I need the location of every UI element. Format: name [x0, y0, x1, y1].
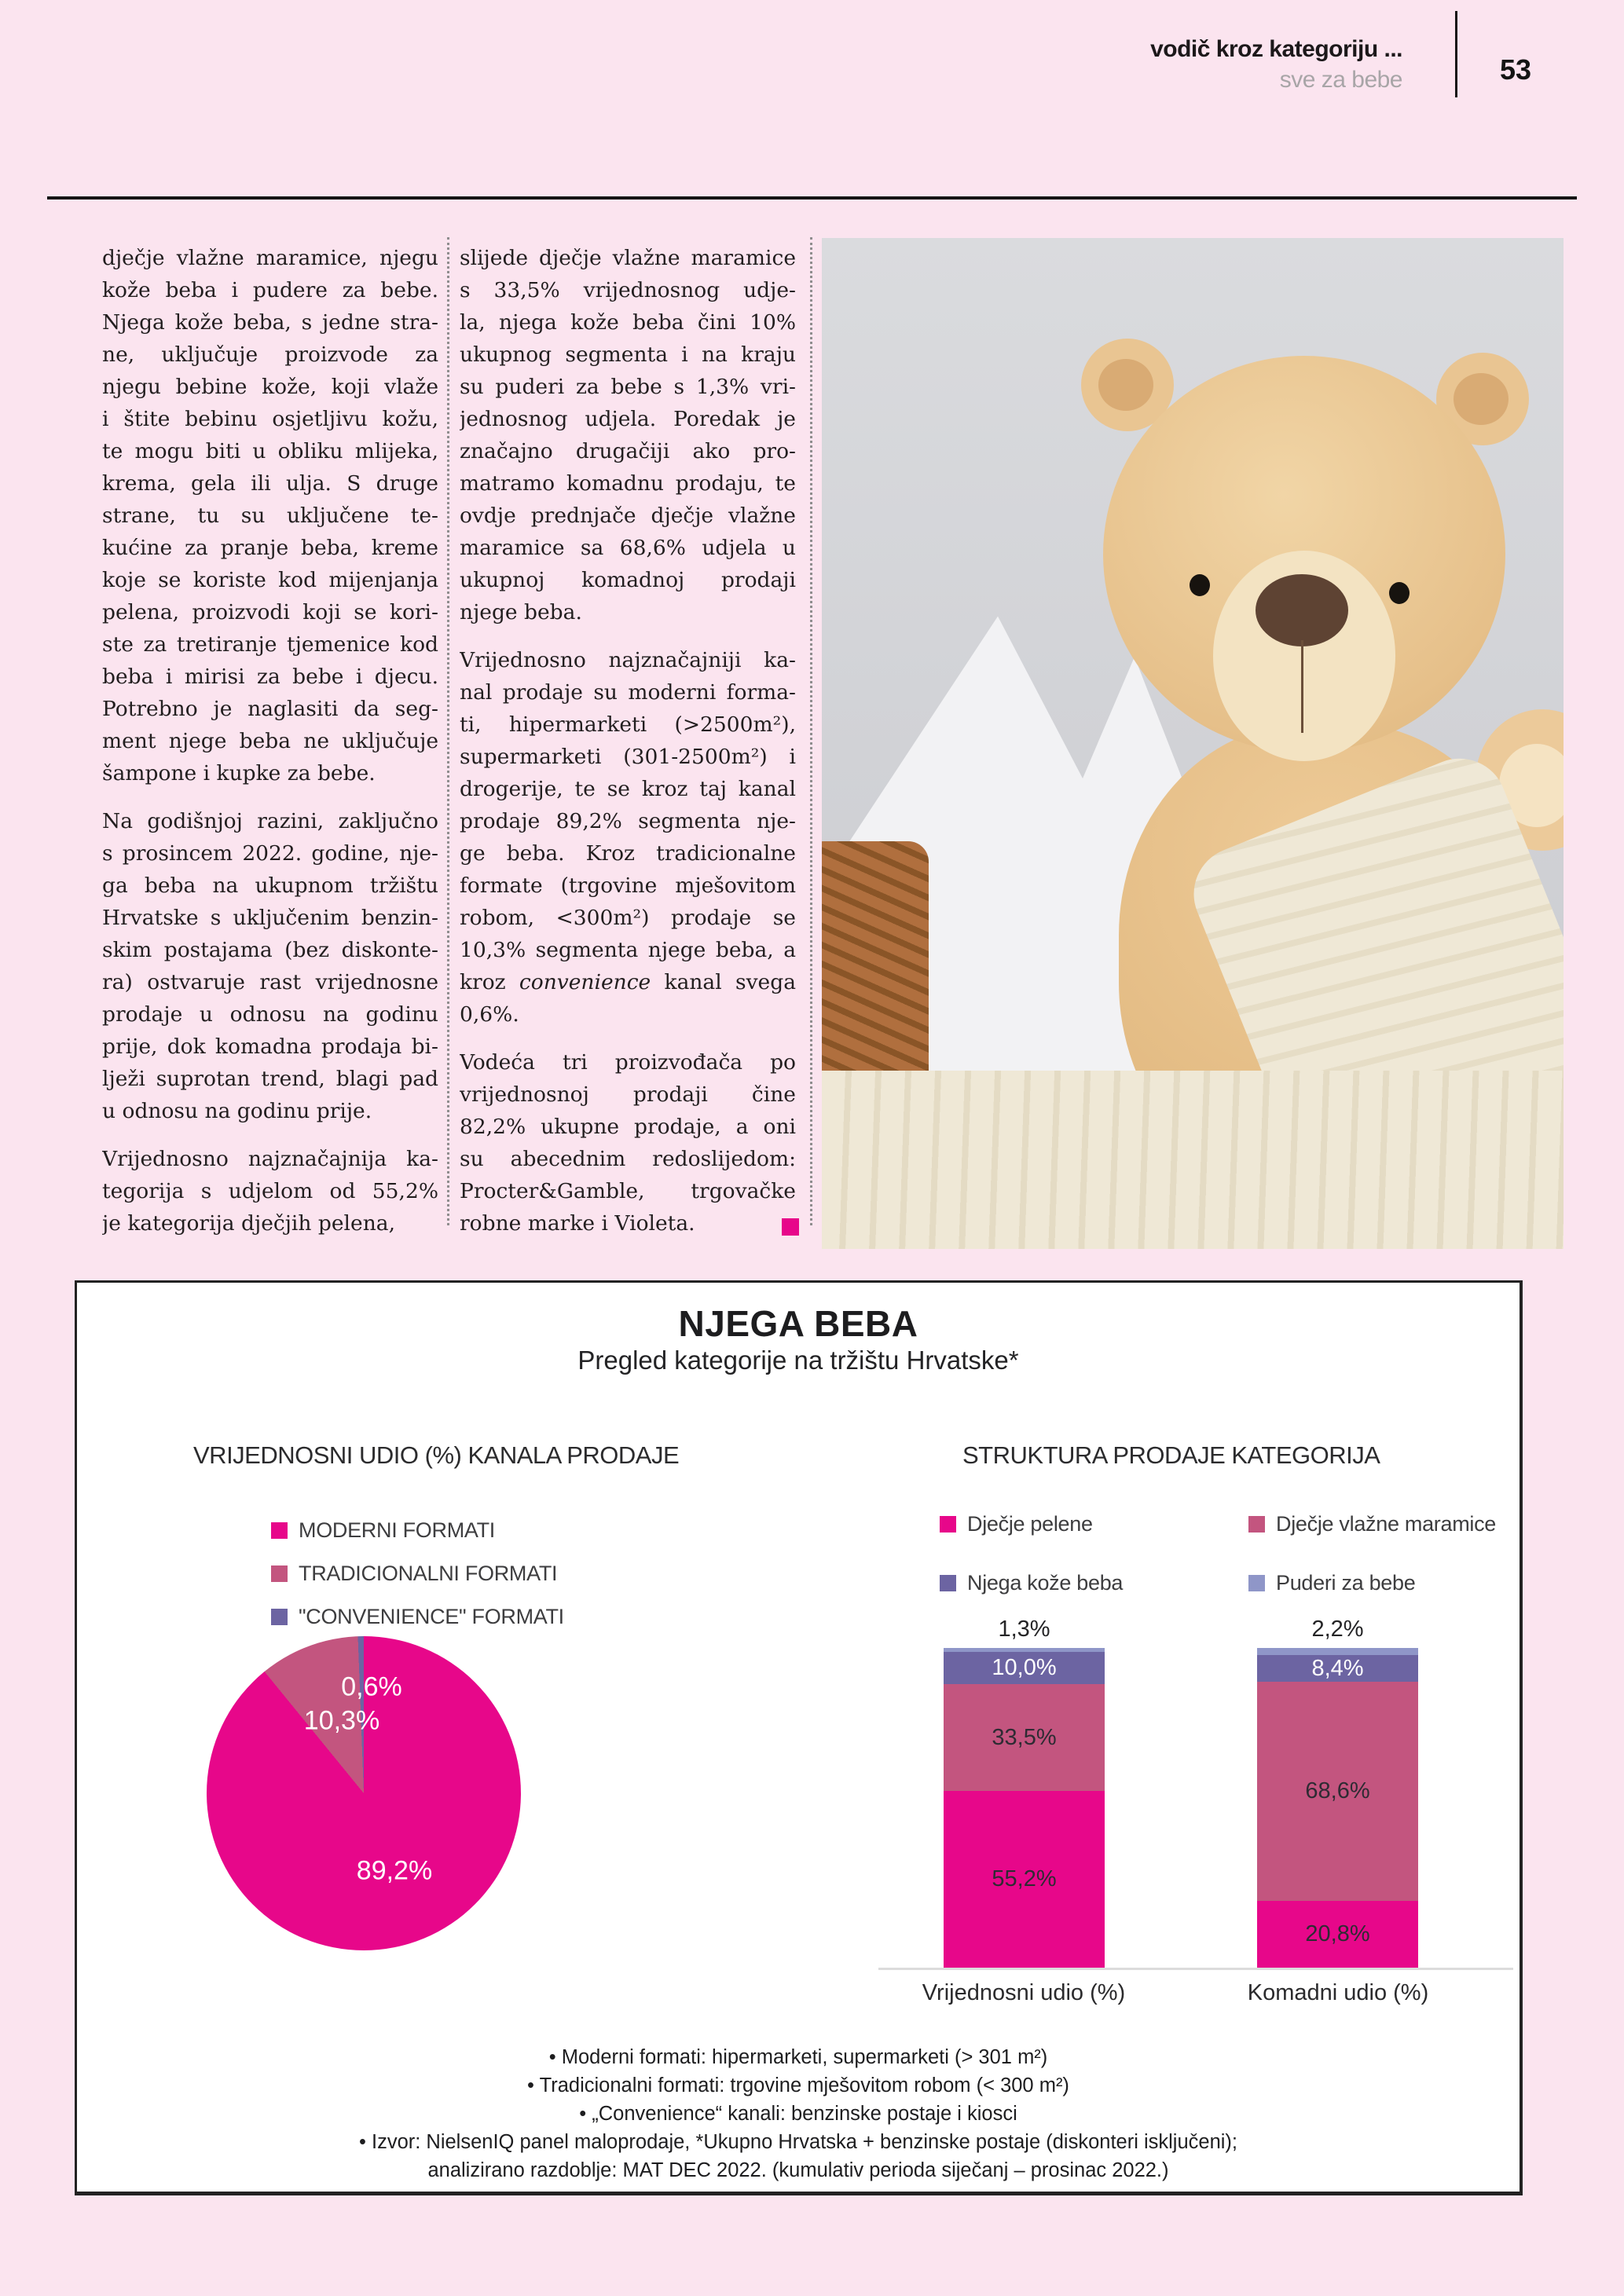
legend-swatch-puderi — [1248, 1575, 1265, 1591]
article-end-marker — [782, 1218, 799, 1236]
pie-legend-item — [271, 1562, 557, 1586]
text-line: dječje vlažne maramice, njegu — [102, 246, 438, 270]
footnote-line: • „Convenience“ kanali: benzinske postaje i kiosci — [579, 2103, 1017, 2125]
bar-value-label: 33,5% — [992, 1724, 1057, 1750]
text-line: 82,2% ukupne prodaje, a oni — [460, 1115, 796, 1139]
text-line: prodaje u odnosu na godinu — [102, 1002, 438, 1027]
bear-mouth-stitch — [1301, 640, 1303, 733]
chart-subtitle: Pregled kategorije na tržištu Hrvatske* — [577, 1346, 1019, 1375]
text-line: slijede dječje vlažne maramice — [460, 246, 796, 270]
text-line: matramo komadnu prodaju, te — [460, 471, 796, 496]
bar-segment — [1257, 1648, 1418, 1655]
header-block — [1150, 36, 1402, 93]
bear-ear-inner — [1098, 359, 1153, 411]
text-line: drogerije, te se kroz taj kanal — [460, 777, 796, 801]
legend-swatch-njega-koze — [940, 1575, 956, 1591]
text-line: kućine za pranje beba, kreme — [102, 536, 438, 560]
text-line: ment njege beba ne uključuje — [102, 729, 438, 753]
paragraph-gap — [460, 628, 796, 644]
knit-blanket — [822, 1071, 1564, 1249]
legend-swatch-convenience — [271, 1609, 288, 1625]
text-line: strane, tu su uključene te- — [102, 504, 438, 528]
bar-value-label: 10,0% — [992, 1655, 1057, 1681]
legend-label: Dječje vlažne maramice — [1276, 1512, 1496, 1536]
chart-title: NJEGA BEBA — [678, 1303, 918, 1344]
text-line: ga beba na ukupnom tržištu — [102, 873, 438, 898]
bar-segment — [1257, 1901, 1418, 1968]
text-line: pelena, proizvodi koji se kori- — [102, 600, 438, 624]
bear-nose — [1256, 574, 1348, 646]
text-line: beba i mirisi za bebe i djecu. — [102, 665, 438, 689]
text-line: su abecednim redoslijedom: — [460, 1147, 796, 1171]
pie-value-label: 10,3% — [303, 1705, 380, 1736]
text-line: ukupnoj komadnoj prodaji — [460, 568, 796, 592]
article-column-1 — [102, 242, 438, 1240]
text-line: Vodeća tri proizvođača po — [460, 1050, 796, 1075]
paragraph-gap — [102, 789, 438, 805]
text-line: Hrvatske s uključenim benzin- — [102, 906, 438, 930]
bar-segment — [944, 1652, 1105, 1684]
text-line: krema, gela ili ulja. S druge — [102, 471, 438, 496]
text-line: robom, <300m²) prodaje se — [460, 906, 796, 930]
stacked-bar-vrijednosni — [944, 1648, 1105, 1968]
text-line: Potrebno je naglasiti da seg- — [102, 697, 438, 721]
footnote-line: • Izvor: NielsenIQ panel maloprodaje, *Ukupno Hrvatska + benzinske postaje (diskonteri isključeni); — [358, 2131, 1237, 2153]
text-line: supermarketi (301-2500m²) i — [460, 745, 796, 769]
bar-segment — [1257, 1682, 1418, 1901]
teddy-bear-photo — [822, 238, 1564, 1249]
section-kicker: vodič kroz kategoriju ... — [1150, 36, 1402, 62]
section-subkicker: sve za bebe — [1279, 66, 1402, 93]
text-line: Vrijednosno najznačajniji ka- — [460, 648, 796, 672]
pie-value-label: 0,6% — [341, 1672, 402, 1702]
text-line: koje se koriste kod mijenjanja — [102, 568, 438, 592]
text-line: ovdje prednjače dječje vlažne — [460, 504, 796, 528]
text-line: je kategorija dječjih pelena, — [102, 1211, 395, 1236]
text-line: Na godišnjoj razini, zaključno — [102, 809, 438, 833]
text-line: njege beba. — [460, 600, 582, 624]
legend-label: Dječje pelene — [967, 1512, 1093, 1536]
text-line: robne marke i Violeta. — [460, 1211, 695, 1236]
legend-label: "CONVENIENCE" FORMATI — [299, 1605, 564, 1628]
stacked-bar-komadni — [1257, 1648, 1418, 1968]
text-line: ti, hipermarketi (>2500m²), — [460, 712, 796, 737]
text-line: tegorija s udjelom od 55,2% — [102, 1179, 438, 1203]
page-number: 53 — [1499, 53, 1532, 86]
text-line: 10,3% segmenta njege beba, a — [460, 938, 796, 962]
legend-swatch-maramice — [1248, 1516, 1265, 1532]
bar-value-label: 20,8% — [1305, 1921, 1370, 1947]
text-line: ra) ostvaruje rast vrijednosne — [102, 970, 438, 994]
column-divider-2 — [810, 237, 812, 1225]
article-column-2 — [460, 242, 796, 1240]
footnote-line: analizirano razdoblje: MAT DEC 2022. (kumulativ perioda siječanj – prosinac 2022.) — [427, 2159, 1169, 2181]
bar-value-label: 55,2% — [992, 1866, 1057, 1892]
text-line: Vrijednosno najznačajnija ka- — [102, 1147, 438, 1171]
bear-eye-right — [1389, 582, 1410, 604]
bar-segment — [944, 1791, 1105, 1968]
bar-value-label: 68,6% — [1305, 1778, 1370, 1804]
text-line: ne, uključuje proizvode za — [102, 342, 438, 367]
text-line: i štite bebinu osjetljivu kožu, — [102, 407, 438, 431]
paragraph-gap — [460, 1031, 796, 1046]
legend-label: Njega kože beba — [967, 1571, 1124, 1595]
chart-panel — [75, 1280, 1523, 2195]
text-line: Procter&Gamble, trgovačke — [460, 1179, 796, 1203]
bar-category-label: Vrijednosni udio (%) — [922, 1980, 1126, 2005]
text-line: vrijednosnoj prodaji čine — [460, 1082, 796, 1107]
text-line: šampone i kupke za bebe. — [102, 761, 376, 785]
text-line: kroz convenience kanal svega — [460, 970, 796, 994]
text-line: značajno drugačiji ako pro- — [460, 439, 796, 463]
text-line: Njega kože beba, s jedne stra- — [102, 310, 438, 335]
text-line: su puderi za bebe s 1,3% vri- — [460, 375, 796, 399]
column-divider-1 — [447, 237, 449, 1225]
text-line: ste za tretiranje tjemenice kod — [102, 632, 438, 657]
text-line: skim postajama (bez diskonte- — [102, 938, 438, 962]
text-line: u odnosu na godinu prije. — [102, 1099, 372, 1123]
pie-value-label: 89,2% — [356, 1855, 433, 1886]
footnote-line: • Moderni formati: hipermarketi, supermarketi (> 301 m²) — [548, 2046, 1048, 2068]
legend-swatch-tradicionalni — [271, 1565, 288, 1582]
text-line: ukupnog segmenta i na kraju — [460, 342, 796, 367]
legend-swatch-pelene — [940, 1516, 956, 1532]
bear-eye-left — [1190, 574, 1210, 596]
pie-legend-item — [271, 1605, 564, 1629]
text-line: formate (trgovine mješovitom — [460, 873, 796, 898]
legend-swatch-moderni — [271, 1522, 288, 1539]
text-line: njegu bebine kože, koji vlaže — [102, 375, 438, 399]
text-line: jednosnog udjela. Poredak je — [460, 407, 796, 431]
text-line: nal prodaje su moderni forma- — [460, 680, 796, 705]
text-line: prije, dok komadna prodaja bi- — [102, 1034, 438, 1059]
bar-segment — [944, 1684, 1105, 1791]
paragraph-gap — [102, 1127, 438, 1143]
text-line: maramice sa 68,6% udjela u — [460, 536, 796, 560]
legend-label: TRADICIONALNI FORMATI — [299, 1562, 558, 1585]
top-rule — [47, 196, 1577, 200]
bar-value-label: 8,4% — [1311, 1655, 1364, 1681]
bear-ear-inner — [1454, 373, 1509, 425]
bar-top-value-label: 1,3% — [998, 1617, 1050, 1642]
header-divider-line — [1455, 11, 1457, 97]
bar-axis-baseline — [878, 1968, 1513, 1970]
bar-section-header: STRUKTURA PRODAJE KATEGORIJA — [962, 1441, 1380, 1469]
bar-legend-item — [940, 1512, 1093, 1536]
bar-legend-item — [1248, 1512, 1496, 1536]
text-line: s 33,5% vrijednosnog udje- — [460, 278, 796, 302]
footnote-line: • Tradicionalni formati: trgovine mješovitom robom (< 300 m²) — [527, 2074, 1069, 2096]
text-line: s prosincem 2022. godine, nje- — [102, 841, 438, 866]
text-line: la, njega kože beba čini 10% — [460, 310, 796, 335]
text-line: prodaje 89,2% segmenta nje- — [460, 809, 796, 833]
pie-chart — [207, 1636, 521, 1950]
text-line: lježi suprotan trend, blagi pad — [102, 1067, 438, 1091]
text-line: te mogu biti u obliku mlijeka, — [102, 439, 438, 463]
legend-label: Puderi za bebe — [1276, 1571, 1416, 1595]
bar-category-label: Komadni udio (%) — [1247, 1980, 1429, 2005]
legend-label: MODERNI FORMATI — [299, 1518, 495, 1542]
text-line: 0,6%. — [460, 1002, 519, 1027]
pie-section-header: VRIJEDNOSNI UDIO (%) KANALA PRODAJE — [193, 1441, 680, 1469]
text-line: ge beba. Kroz tradicionalne — [460, 841, 796, 866]
bar-top-value-label: 2,2% — [1311, 1617, 1364, 1642]
bar-legend-item — [940, 1571, 1123, 1595]
text-line: kože beba i pudere za bebe. — [102, 278, 438, 302]
bar-segment — [1257, 1655, 1418, 1682]
bar-legend-item — [1248, 1571, 1415, 1595]
pie-legend-item — [271, 1518, 495, 1543]
